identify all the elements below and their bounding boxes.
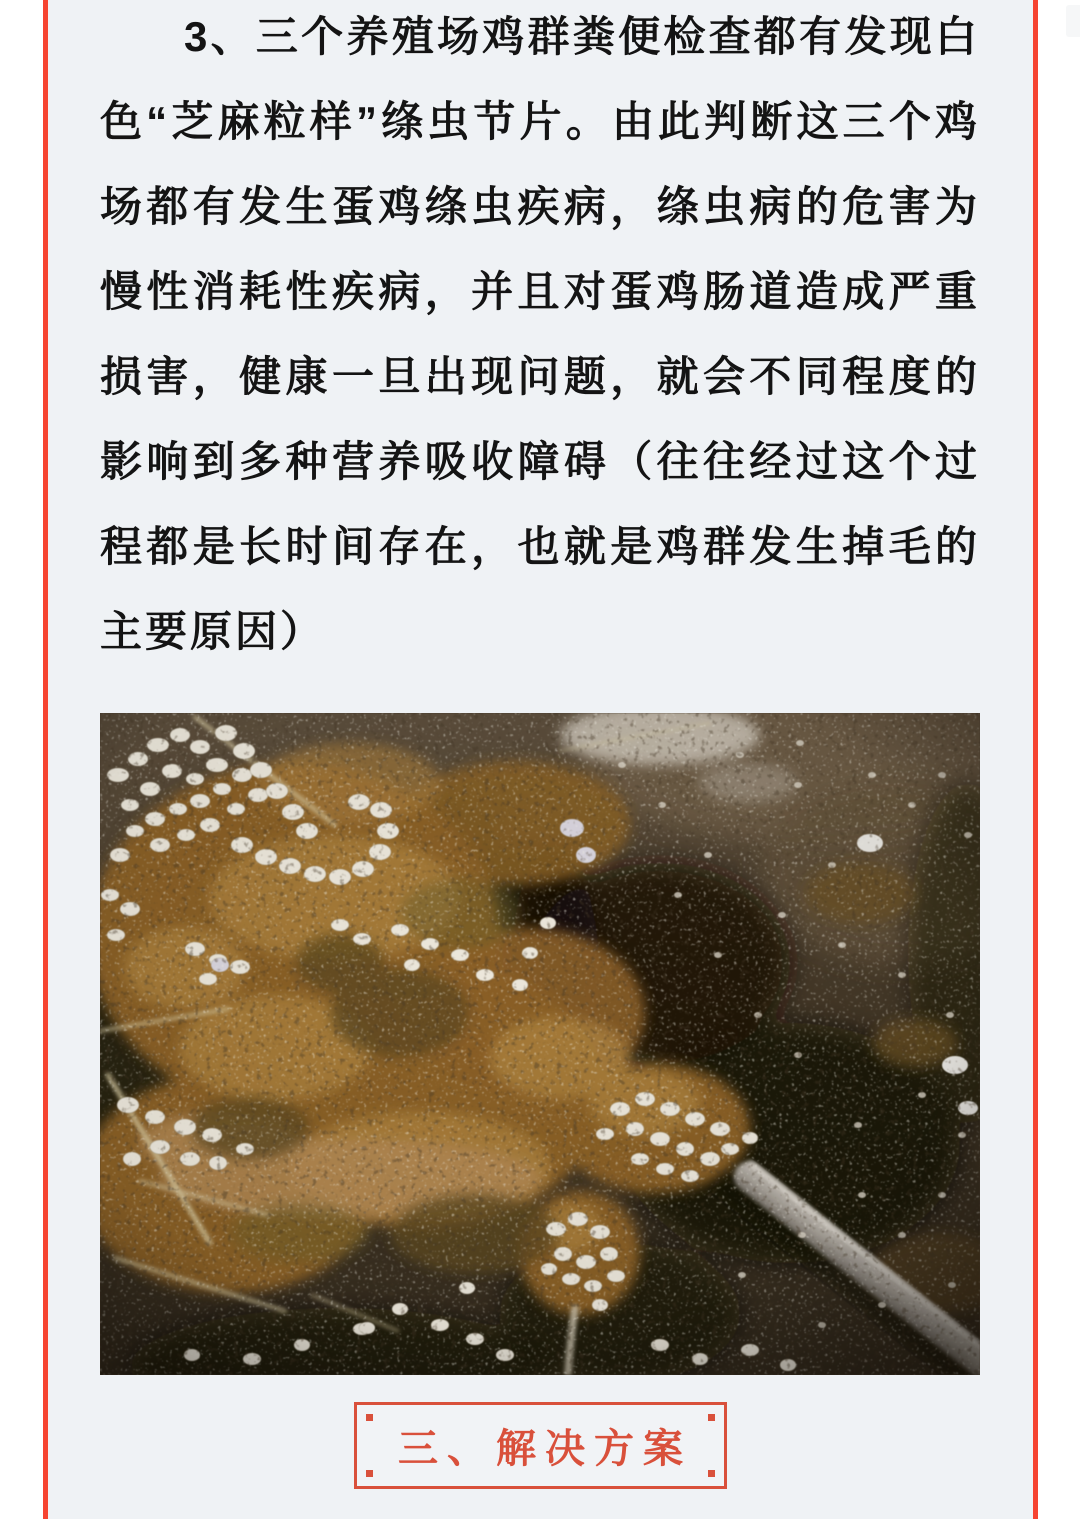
section-heading-label: 三、解决方案	[398, 1427, 692, 1471]
corner-dot-icon	[366, 1470, 373, 1477]
feces-sample-photo	[100, 713, 980, 1375]
scrollbar-thumb[interactable]	[1066, 5, 1080, 37]
article-paragraph: 3、三个养殖场鸡群粪便检查都有发现白色“芝麻粒样”绦虫节片。由此判断这三个鸡场都有发生蛋鸡绦虫疾病，绦虫病的危害为慢性消耗性疾病，并且对蛋鸡肠道造成严重损害，健康一旦出现问题，就会不同程度的影响到多种营养吸收障碍（往往经过这个过程都是长时间存在，也就是鸡群发生掉毛的主要原因）	[100, 13, 980, 655]
corner-dot-icon	[366, 1414, 373, 1421]
feces-photo-illustration	[100, 713, 980, 1375]
corner-dot-icon	[708, 1470, 715, 1477]
right-accent-rule	[1033, 0, 1038, 1519]
section-heading-box	[354, 1402, 727, 1489]
corner-dot-icon	[708, 1414, 715, 1421]
article-content-panel	[48, 0, 1033, 1519]
